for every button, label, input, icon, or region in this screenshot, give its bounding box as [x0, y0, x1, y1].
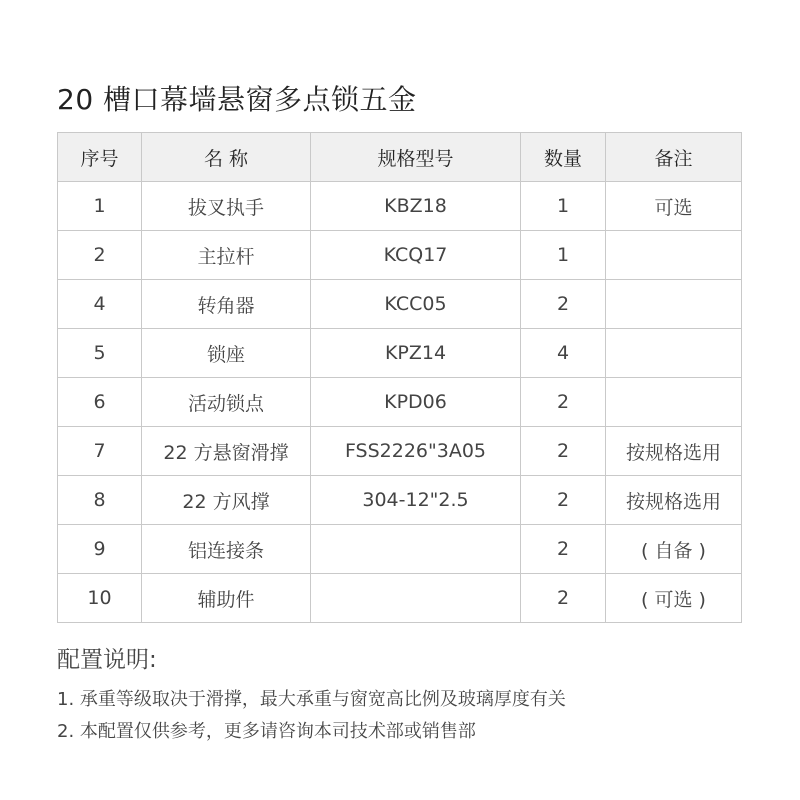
header-name: 名 称: [142, 133, 311, 182]
cell-index: 9: [58, 525, 142, 574]
table-row: [58, 476, 742, 525]
cell-quantity: 4: [521, 329, 606, 378]
cell-index: 6: [58, 378, 142, 427]
cell-name: 转角器: [142, 280, 311, 329]
note-item: 1. 承重等级取决于滑撑，最大承重与窗宽高比例及玻璃厚度有关: [57, 689, 566, 710]
cell-model: 304-12"2.5: [311, 476, 521, 525]
cell-remark: [606, 329, 742, 378]
cell-index: 5: [58, 329, 142, 378]
header-remark: 备注: [606, 133, 742, 182]
cell-index: 4: [58, 280, 142, 329]
cell-remark: [606, 231, 742, 280]
cell-quantity: 2: [521, 378, 606, 427]
cell-model: KCC05: [311, 280, 521, 329]
cell-name: 22 方悬窗滑撑: [142, 427, 311, 476]
notes-title: 配置说明:: [57, 647, 157, 673]
cell-model: KPZ14: [311, 329, 521, 378]
table-row: [58, 231, 742, 280]
table-row: [58, 574, 742, 623]
cell-name: 主拉杆: [142, 231, 311, 280]
cell-quantity: 1: [521, 231, 606, 280]
cell-name: 锁座: [142, 329, 311, 378]
cell-index: 7: [58, 427, 142, 476]
cell-model: KBZ18: [311, 182, 521, 231]
cell-remark: ( 可选 ): [606, 574, 742, 623]
note-item: 2. 本配置仅供参考，更多请咨询本司技术部或销售部: [57, 721, 476, 742]
cell-index: 10: [58, 574, 142, 623]
cell-remark: [606, 280, 742, 329]
cell-quantity: 2: [521, 476, 606, 525]
cell-name: 铝连接条: [142, 525, 311, 574]
cell-quantity: 2: [521, 525, 606, 574]
table-row: [58, 280, 742, 329]
cell-index: 1: [58, 182, 142, 231]
cell-model: KPD06: [311, 378, 521, 427]
table-row: [58, 329, 742, 378]
cell-remark: ( 自备 ): [606, 525, 742, 574]
cell-model: [311, 525, 521, 574]
table-row: [58, 378, 742, 427]
cell-model: KCQ17: [311, 231, 521, 280]
table-row: [58, 427, 742, 476]
cell-remark: [606, 378, 742, 427]
hardware-spec-table: [57, 132, 742, 623]
cell-remark: 按规格选用: [606, 427, 742, 476]
cell-name: 拔叉执手: [142, 182, 311, 231]
cell-quantity: 1: [521, 182, 606, 231]
cell-remark: 可选: [606, 182, 742, 231]
table-row: [58, 182, 742, 231]
cell-name: 22 方风撑: [142, 476, 311, 525]
cell-model: [311, 574, 521, 623]
cell-remark: 按规格选用: [606, 476, 742, 525]
cell-name: 活动锁点: [142, 378, 311, 427]
table-header-row: [58, 133, 742, 182]
cell-name: 辅助件: [142, 574, 311, 623]
page-title: 20 槽口幕墙悬窗多点锁五金: [57, 83, 417, 116]
header-quantity: 数量: [521, 133, 606, 182]
cell-quantity: 2: [521, 280, 606, 329]
header-index: 序号: [58, 133, 142, 182]
cell-index: 2: [58, 231, 142, 280]
cell-index: 8: [58, 476, 142, 525]
cell-model: FSS2226"3A05: [311, 427, 521, 476]
cell-quantity: 2: [521, 574, 606, 623]
cell-quantity: 2: [521, 427, 606, 476]
header-model: 规格型号: [311, 133, 521, 182]
table-row: [58, 525, 742, 574]
